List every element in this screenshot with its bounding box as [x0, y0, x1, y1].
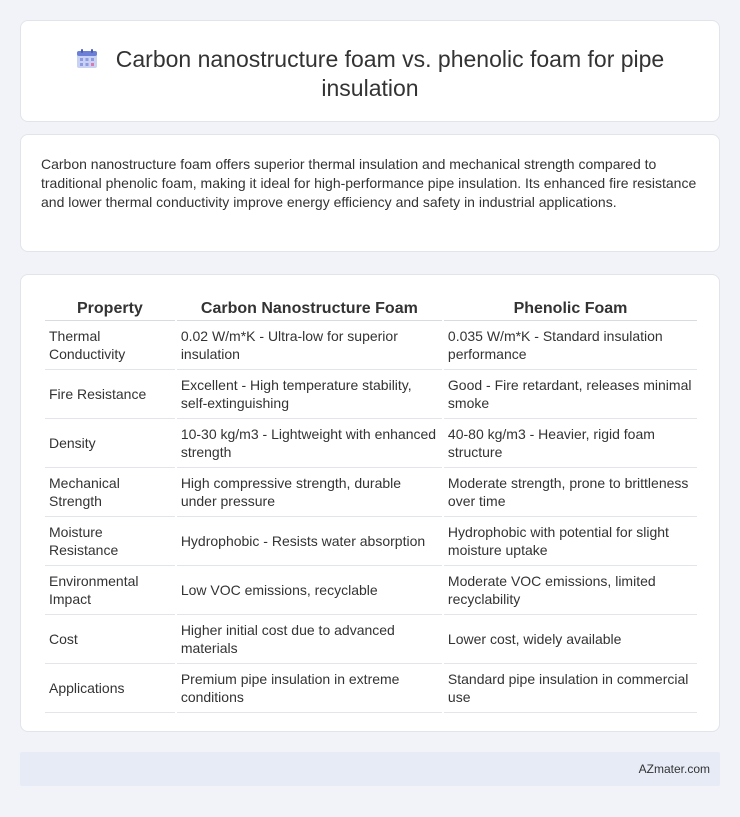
carbon-foam-cell: Low VOC emissions, recyclable: [177, 566, 442, 615]
carbon-foam-cell: Premium pipe insulation in extreme conditions: [177, 664, 442, 713]
phenolic-foam-cell: 0.035 W/m*K - Standard insulation performance: [444, 321, 697, 370]
footer-site-link[interactable]: AZmater.com: [638, 762, 710, 776]
header-phenolic-foam: Phenolic Foam: [444, 295, 697, 321]
phenolic-foam-cell: 40-80 kg/m3 - Heavier, rigid foam structure: [444, 419, 697, 468]
property-cell: Thermal Conductivity: [45, 321, 175, 370]
intro-paragraph: Carbon nanostructure foam offers superior thermal insulation and mechanical strength compared to traditional phenolic foam, making it ideal for high-performance pipe insulation. Its enhanced fire resistance and lower thermal conductivity improve energy efficiency and safety in industrial applications.: [41, 156, 697, 210]
table-row: [45, 664, 697, 713]
table-row: [45, 517, 697, 566]
phenolic-foam-cell: Lower cost, widely available: [444, 615, 697, 664]
header-property: Property: [45, 295, 175, 321]
comparison-table: [43, 295, 699, 713]
phenolic-foam-cell: Good - Fire retardant, releases minimal smoke: [444, 370, 697, 419]
carbon-foam-cell: 10-30 kg/m3 - Lightweight with enhanced strength: [177, 419, 442, 468]
table-row: [45, 566, 697, 615]
property-cell: Fire Resistance: [45, 370, 175, 419]
calendar-icon: [76, 49, 98, 69]
table-row: [45, 321, 697, 370]
page-title-text: Carbon nanostructure foam vs. phenolic foam for pipe insulation: [115, 46, 665, 101]
carbon-foam-cell: Hydrophobic - Resists water absorption: [177, 517, 442, 566]
title-card: [20, 20, 720, 122]
carbon-foam-cell: Higher initial cost due to advanced materials: [177, 615, 442, 664]
table-row: [45, 468, 697, 517]
property-cell: Moisture Resistance: [45, 517, 175, 566]
property-cell: Environmental Impact: [45, 566, 175, 615]
comparison-card: [20, 274, 720, 732]
header-carbon-nanostructure-foam: Carbon Nanostructure Foam: [177, 295, 442, 321]
carbon-foam-cell: 0.02 W/m*K - Ultra-low for superior insulation: [177, 321, 442, 370]
property-cell: Mechanical Strength: [45, 468, 175, 517]
table-row: [45, 419, 697, 468]
phenolic-foam-cell: Hydrophobic with potential for slight moisture uptake: [444, 517, 697, 566]
carbon-foam-cell: Excellent - High temperature stability, self-extinguishing: [177, 370, 442, 419]
phenolic-foam-cell: Standard pipe insulation in commercial use: [444, 664, 697, 713]
phenolic-foam-cell: Moderate VOC emissions, limited recyclability: [444, 566, 697, 615]
table-header-row: [45, 295, 697, 321]
phenolic-foam-cell: Moderate strength, prone to brittleness over time: [444, 468, 697, 517]
property-cell: Density: [45, 419, 175, 468]
table-row: [45, 370, 697, 419]
property-cell: Cost: [45, 615, 175, 664]
property-cell: Applications: [45, 664, 175, 713]
footer-bar: [20, 752, 720, 786]
page-title: [61, 45, 679, 103]
table-row: [45, 615, 697, 664]
intro-card: [20, 134, 720, 252]
carbon-foam-cell: High compressive strength, durable under pressure: [177, 468, 442, 517]
